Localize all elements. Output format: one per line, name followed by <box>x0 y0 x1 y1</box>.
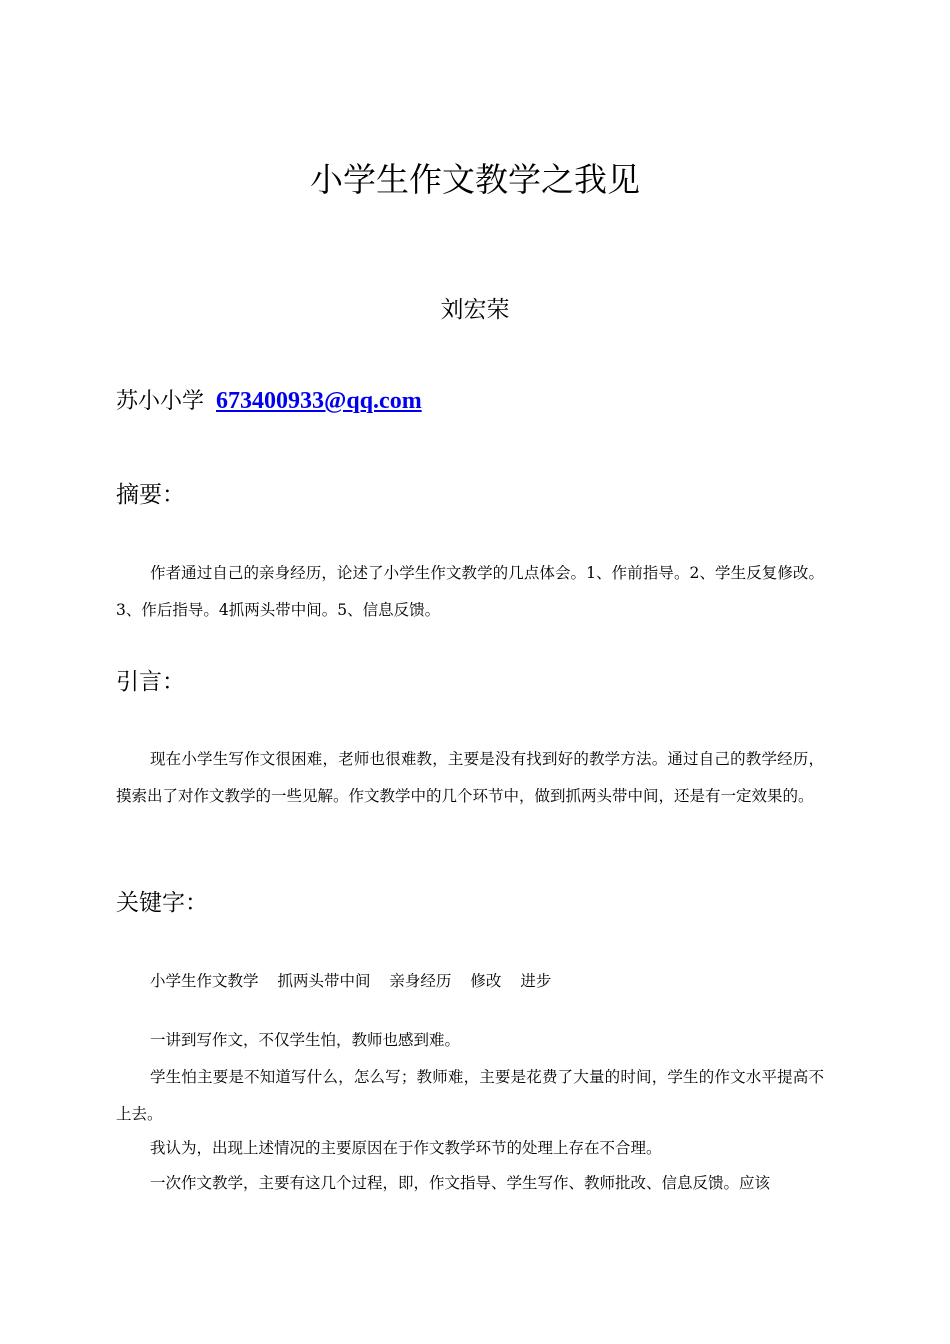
body-paragraph: 我认为，出现上述情况的主要原因在于作文教学环节的处理上存在不合理。 <box>150 1139 662 1157</box>
keywords-heading: 关键字： <box>116 890 208 916</box>
abstract-heading: 摘要： <box>116 482 185 508</box>
keyword-item: 抓两头带中间 <box>277 972 371 990</box>
keyword-item: 亲身经历 <box>389 972 452 990</box>
affiliation-line <box>116 384 422 419</box>
keyword-item: 修改 <box>470 972 502 990</box>
author-name: 刘宏荣 <box>440 297 510 323</box>
keywords-list <box>150 964 565 998</box>
body-paragraph: 学生怕主要是不知道写什么，怎么写；教师难，主要是花费了大量的时间，学生的作文水平提高不上去。 <box>116 1068 824 1123</box>
school-name: 苏小小学 <box>116 389 205 414</box>
body-paragraph: 一讲到写作文，不仅学生怕，教师也感到难。 <box>150 1031 461 1049</box>
email-link[interactable]: 673400933@qq.com <box>216 388 422 414</box>
intro-text: 现在小学生写作文很困难，老师也很难教，主要是没有找到好的教学方法。通过自己的教学经历，摸索出了对作文教学的一些见解。作文教学中的几个环节中，做到抓两头带中间，还是有一定效果的。 <box>116 750 824 805</box>
body-paragraph: 一次作文教学，主要有这几个过程，即，作文指导、学生写作、教师批改、信息反馈。应该 <box>150 1174 771 1192</box>
keyword-item: 进步 <box>520 972 552 990</box>
document-title: 小学生作文教学之我见 <box>310 160 640 199</box>
intro-heading: 引言： <box>116 669 185 695</box>
keyword-item: 小学生作文教学 <box>150 972 259 990</box>
abstract-text: 作者通过自己的亲身经历，论述了小学生作文教学的几点体会。1、作前指导。2、学生反复修改。3、作后指导。4抓两头带中间。5、信息反馈。 <box>116 564 824 619</box>
